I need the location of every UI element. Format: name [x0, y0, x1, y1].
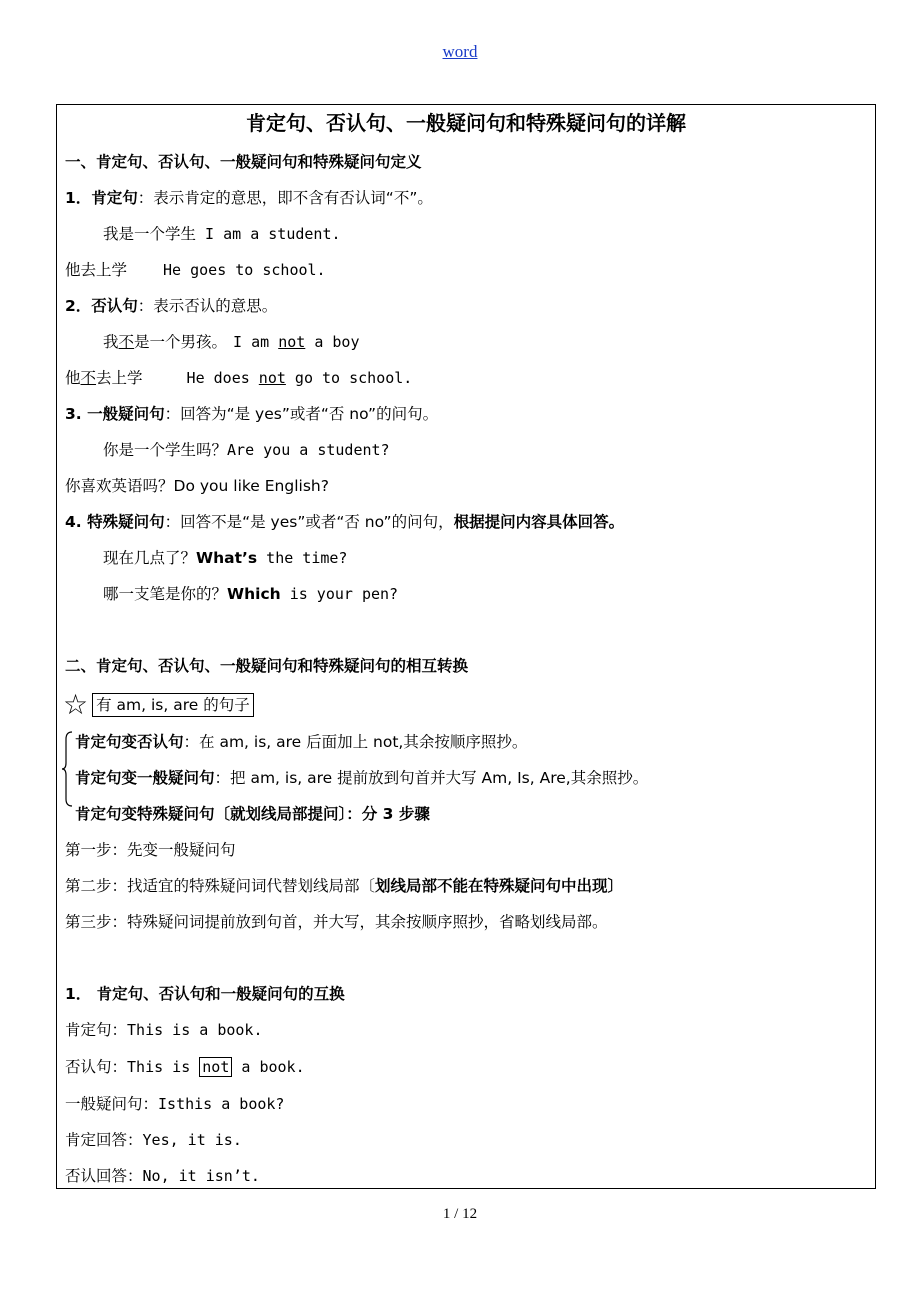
conversion-line: [65, 1019, 262, 1041]
def-label: 1．肯定句: [65, 189, 138, 207]
def-text: ：表示否认的意思。: [137, 297, 278, 315]
conversion-en: No, it isn’t.: [142, 1167, 260, 1185]
conversion-label: 肯定回答：: [65, 1131, 143, 1149]
rule-text: ：在 am, is, are 后面加上 not,其余按顺序照抄。: [183, 733, 528, 751]
def-text-bold: 根据提问内容具体回答。: [453, 513, 625, 531]
conversion-line: [65, 1129, 242, 1151]
def-label: 3. 一般疑问句: [65, 405, 165, 423]
example-cn: 哪一支笔是你的？: [103, 585, 228, 603]
step-text: 第一步：先变一般疑问句: [65, 841, 236, 859]
def-general-question: [65, 403, 438, 425]
step-text: 第三步：特殊疑问词提前放到句首，并大写，其余按顺序照抄，省略划线局部。: [65, 913, 608, 931]
example-neg-word: 不: [80, 369, 97, 387]
example-cn: 去上学: [96, 369, 143, 387]
conversion-label: 否认句：: [65, 1058, 128, 1076]
rule-label: 肯定句变一般疑问句: [75, 769, 215, 787]
header-word-link[interactable]: word: [442, 42, 478, 61]
curly-brace-icon: [61, 731, 73, 807]
example-line: [103, 583, 398, 605]
example-en: Do you like English?: [173, 477, 329, 495]
example-neg-word: 不: [118, 333, 135, 351]
example-cn: 他去上学: [65, 261, 128, 279]
star-box-row: [63, 688, 254, 721]
rule-line: [75, 731, 527, 753]
rule-line: [75, 803, 430, 825]
example-wh-word: What’s: [196, 549, 258, 567]
section3-heading: 1． 肯定句、否认句和一般疑问句的互换: [65, 985, 345, 1003]
example-line: [65, 259, 326, 281]
conversion-line: [65, 1165, 260, 1187]
example-en: He goes to school.: [163, 261, 326, 279]
example-en: Are you a student?: [227, 441, 390, 459]
example-line: [103, 547, 347, 569]
def-negative: [65, 295, 277, 317]
section2-heading: 二、肯定句、否认句、一般疑问句和特殊疑问句的相互转换: [65, 657, 469, 675]
example-en: is your pen?: [280, 585, 399, 603]
step-text: 第二步：找适宜的特殊疑问词代替划线局部〔: [65, 877, 376, 895]
content-frame: [56, 104, 876, 1189]
step-line: [65, 911, 608, 933]
conversion-line: [65, 1056, 305, 1078]
rule-text: ：把 am, is, are 提前放到句首并大写 Am, Is, Are,其余照抄。: [214, 769, 649, 787]
def-label: 4. 特殊疑问句: [65, 513, 165, 531]
example-not: not: [258, 369, 286, 387]
example-cn: 你喜欢英语吗？: [65, 477, 174, 495]
step-line: [65, 839, 236, 861]
step-text-bold: 划线局部不能在特殊疑问句中出现〕: [375, 877, 624, 895]
example-cn: 我是一个学生: [103, 225, 197, 243]
example-cn: 现在几点了？: [103, 549, 197, 567]
conversion-label: 肯定句：: [65, 1021, 128, 1039]
conversion-en: a book.: [232, 1058, 305, 1076]
example-en: I am a student.: [196, 225, 341, 243]
rule-label: 肯定句变否认句: [75, 733, 184, 751]
example-line: [103, 223, 341, 245]
boxed-not: not: [199, 1057, 232, 1077]
section1-heading: 一、肯定句、否认句、一般疑问句和特殊疑问句定义: [65, 153, 422, 171]
example-line: [103, 331, 359, 353]
def-label: 2．否认句: [65, 297, 138, 315]
example-line: [65, 367, 412, 389]
example-line: [65, 475, 329, 497]
example-cn: 我: [103, 333, 119, 351]
example-en: I am: [233, 333, 279, 351]
conversion-line: [65, 1093, 284, 1115]
rule-label: 肯定句变特殊疑问句〔就划线局部提问〕：分 3 步骤: [75, 805, 430, 823]
star-icon: ☆: [63, 688, 89, 721]
example-not: not: [278, 333, 306, 351]
def-special-question: [65, 511, 624, 533]
example-cn: 是一个男孩。: [134, 333, 228, 351]
def-text: ：回答为“是 yes”或者“否 no”的问句。: [164, 405, 439, 423]
be-verb-box-label: 有 am, is, are 的句子: [92, 693, 254, 717]
page-title: 肯定句、否认句、一般疑问句和特殊疑问句的详解: [246, 111, 686, 135]
step-line: [65, 875, 623, 897]
example-wh-word: Which: [227, 585, 281, 603]
rule-line: [75, 767, 648, 789]
example-line: [103, 439, 390, 461]
example-cn: 他: [65, 369, 81, 387]
def-affirmative: [65, 187, 433, 209]
example-en: the time?: [257, 549, 348, 567]
example-en: go to school.: [285, 369, 413, 387]
conversion-label: 否认回答：: [65, 1167, 143, 1185]
example-en: He does: [186, 369, 259, 387]
example-en: a boy: [305, 333, 360, 351]
conversion-en: Isthis a book?: [158, 1095, 285, 1113]
conversion-en: This is: [127, 1058, 200, 1076]
def-text: ：回答不是“是 yes”或者“否 no”的问句，: [164, 513, 454, 531]
conversion-label: 一般疑问句：: [65, 1095, 159, 1113]
conversion-en: This is a book.: [127, 1021, 263, 1039]
example-cn: 你是一个学生吗？: [103, 441, 228, 459]
page-number: 1 / 12: [442, 1206, 478, 1222]
conversion-en: Yes, it is.: [142, 1131, 242, 1149]
def-text: ：表示肯定的意思，即不含有否认词“不”。: [137, 189, 433, 207]
